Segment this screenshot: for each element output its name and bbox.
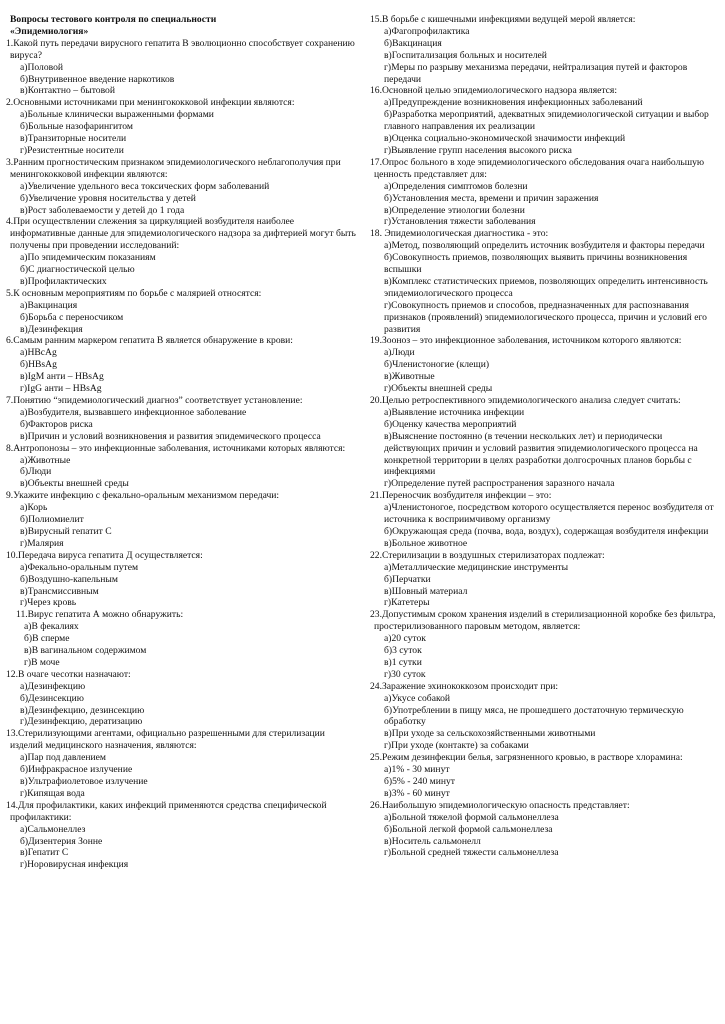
answer-option: а)Членистоногое, посредством которого осуществляется перенос возбудителя от источника к восприимчивому организму xyxy=(384,502,714,526)
question-block xyxy=(370,609,719,680)
answer-option: а)20 суток xyxy=(384,633,426,645)
answer-option: г)30 суток xyxy=(384,668,426,680)
answer-option: г)Малярия xyxy=(20,537,64,549)
answer-option: г)Объекты внешней среды xyxy=(384,383,493,395)
answer-option: б)В сперме xyxy=(24,633,70,645)
answer-option: а)Дезинфекцию xyxy=(20,680,86,692)
question-stem: 17.Опрос больного в ходе эпидемиологического обследования очага наибольшую ценность представляет для: xyxy=(370,156,705,180)
question-block xyxy=(370,228,719,335)
answer-option: в)1 сутки xyxy=(384,656,422,668)
answer-option: б)Дезинсекцию xyxy=(20,692,84,704)
left-column xyxy=(6,14,358,871)
answer-option: г)Кипящая вода xyxy=(20,787,85,799)
answer-option: г)Через кровь xyxy=(20,597,77,609)
answer-option: а)Фекально-оральным путем xyxy=(20,561,139,573)
question-stem: 18. Эпидемиологическая диагностика - это: xyxy=(370,228,549,240)
answer-option: в)Дезинфекция xyxy=(20,323,83,335)
question-stem: 14.Для профилактики, каких инфекций применяются средства специфической профилактики: xyxy=(6,799,327,823)
answer-option: г)Больной средней тяжести сальмонеллеза xyxy=(384,847,559,859)
right-column xyxy=(370,14,719,859)
answer-option: в)Профилактических xyxy=(20,275,107,287)
answer-option: б)Перчатки xyxy=(384,573,431,585)
answer-option: г)Определение путей распространения заразного начала xyxy=(384,478,615,490)
answer-option: б)Полиомиелит xyxy=(20,514,84,526)
question-stem: 13.Стерилизующими агентами, официально разрешенными для стерилизации изделий медицинского назначения, являются: xyxy=(6,728,325,752)
answer-option: в)Выяснение постоянно (в течении нескольких лет) и периодически действующих причин и условий развития эпидемиологического процесса на конкретной территории в целях разработки долгосрочных планов борьбы с инфекциями xyxy=(384,430,698,478)
answer-option: г)Совокупность приемов и способов, предназначенных для распознавания признаков (проявлений) эпидемиологического процесса, причин и условий его развития xyxy=(384,299,707,335)
answer-option: в)Вирусный гепатит С xyxy=(20,525,112,537)
answer-option: б)5% - 240 минут xyxy=(384,776,455,787)
answer-option: б)Членистоногие (клещи) xyxy=(384,359,490,371)
question-block xyxy=(370,14,719,85)
answer-option: а)Люди xyxy=(384,347,415,359)
answer-option: в)Оценка социально-экономической значимости инфекций xyxy=(384,133,626,145)
answer-option: г)При уходе (контакте) за собаками xyxy=(384,740,529,752)
answer-option: а)Укусе собакой xyxy=(384,692,451,704)
question-stem: 24.Заражение эхинококкозом происходит при: xyxy=(370,680,559,692)
question-block xyxy=(6,157,358,217)
answer-option: г)Норовирусная инфекция xyxy=(20,859,129,871)
answer-option: в)Рост заболеваемости у детей до 1 года xyxy=(20,204,185,216)
answer-option: а)По эпидемическим показаниям xyxy=(20,252,156,264)
answer-option: в)IgM анти – HBsAg xyxy=(20,371,104,383)
document-title-line: Вопросы тестового контроля по специальности xyxy=(10,14,217,25)
answer-option: а)Больной тяжелой формой сальмонеллеза xyxy=(384,811,559,823)
answer-option: в)Шовный материал xyxy=(384,585,468,597)
answer-option: б)Установления места, времени и причин заражения xyxy=(384,192,599,204)
answer-option: б)Вакцинация xyxy=(384,37,442,49)
answer-option: б)Совокупность приемов, позволяющих выявить причины возникновения вспышки xyxy=(384,252,688,276)
answer-option: а)Вакцинация xyxy=(20,299,78,311)
answer-option: б)Больной легкой формой сальмонеллеза xyxy=(384,823,553,835)
answer-option: в)Ультрафиолетовое излучение xyxy=(20,776,148,787)
question-block xyxy=(6,609,358,669)
answer-option: г)В моче xyxy=(24,656,60,668)
answer-option: а)В фекалиях xyxy=(24,621,79,633)
question-stem: 5.К основным мероприятиям по борьбе с малярией относятся: xyxy=(6,287,262,299)
answer-option: б)Больные назофарингитом xyxy=(20,121,133,133)
answer-option: б)Внутривенное введение наркотиков xyxy=(20,73,175,85)
answer-option: в)Животные xyxy=(384,371,435,383)
question-stem: 1.Какой путь передачи вирусного гепатита В эволюционно способствует сохранению вируса? xyxy=(6,37,355,61)
answer-option: в)В вагинальном содержимом xyxy=(24,645,147,657)
question-block xyxy=(6,443,358,491)
answer-option: в)Комплекс статистических приемов, позволяющих определить интенсивность эпидемиологического процесса xyxy=(384,275,708,299)
answer-option: г)Дезинфекцию, дератизацию xyxy=(20,716,143,728)
question-block xyxy=(6,728,358,799)
answer-option: а)HBcAg xyxy=(20,347,57,359)
question-stem: 21.Переносчик возбудителя инфекции – это: xyxy=(370,490,552,502)
question-block xyxy=(6,335,358,395)
question-stem: 9.Укажите инфекцию с фекально-оральным механизмом передачи: xyxy=(6,490,280,502)
question-block xyxy=(370,752,719,800)
answer-option: б)HBsAg xyxy=(20,359,57,371)
answer-option: г)IgG анти – HBsAg xyxy=(20,383,102,395)
question-block xyxy=(6,216,358,287)
question-stem: 22.Стерилизации в воздушных стерилизаторах подлежат: xyxy=(370,549,605,561)
answer-option: а)Метод, позволяющий определить источник возбудителя и факторы передачи xyxy=(384,240,705,252)
answer-option: б)Инфракрасное излучение xyxy=(20,764,133,776)
question-stem: 4.При осуществлении слежения за циркуляцией возбудителя наиболее информативные данные для эпидемиологического надзора за дифтерией могут быть получены при проведении исследований: xyxy=(6,216,356,252)
answer-option: б)Факторов риска xyxy=(20,418,93,430)
answer-option: а)Фагопрофилактика xyxy=(384,25,470,37)
question-stem: 23.Допустимым сроком хранения изделий в стерилизационной коробке без фильтра, простерилизованного паровым методом, является: xyxy=(370,609,716,633)
answer-option: б)Оценку качества мероприятий xyxy=(384,418,517,430)
question-stem: 19.Зооноз – это инфекционное заболевания, источником которого являются: xyxy=(370,335,682,347)
answer-option: в)Определение этиологии болезни xyxy=(384,204,525,216)
answer-option: в)Контактно – бытовой xyxy=(20,85,115,97)
answer-option: г)Резистентные носители xyxy=(20,144,124,156)
answer-option: в)3% - 60 минут xyxy=(384,787,450,799)
answer-option: в)Транзиторные носители xyxy=(20,133,127,145)
question-block xyxy=(6,490,358,550)
answer-option: в)Причин и условий возникновения и развития эпидемического процесса xyxy=(20,430,321,442)
answer-option: б)Увеличение уровня носительства у детей xyxy=(20,192,196,204)
answer-option: в)Носитель сальмонелл xyxy=(384,835,481,847)
question-block xyxy=(6,395,358,443)
answer-option: а)Выявление источника инфекции xyxy=(384,406,525,418)
answer-option: а)Увеличение удельного веса токсических форм заболеваний xyxy=(20,180,270,192)
answer-option: в)Объекты внешней среды xyxy=(20,478,129,490)
answer-option: в)Больное животное xyxy=(384,537,468,549)
question-block xyxy=(370,395,719,490)
question-stem: 15.В борьбе с кишечными инфекциями ведущей мерой является: xyxy=(370,14,636,25)
answer-option: в)При уходе за сельскохозяйственными животными xyxy=(384,728,596,740)
question-block xyxy=(6,669,358,729)
answer-option: в)Гепатит С xyxy=(20,847,69,859)
question-stem: 8.Антропонозы – это инфекционные заболевания, источниками которых являются: xyxy=(6,442,346,454)
question-stem: 11.Вирус гепатита А можно обнаружить: xyxy=(16,609,184,621)
question-block xyxy=(6,38,358,98)
answer-option: г)Установления тяжести заболевания xyxy=(384,216,536,228)
question-stem: 25.Режим дезинфекции белья, загрязненного кровью, в растворе хлорамина: xyxy=(370,752,683,764)
answer-option: б)С диагностической целью xyxy=(20,264,135,276)
answer-option: а)Животные xyxy=(20,454,71,466)
answer-option: а)Определения симптомов болезни xyxy=(384,180,528,192)
answer-option: а)Металлические медицинские инструменты xyxy=(384,561,569,573)
answer-option: б)Разработка мероприятий, адекватных эпидемиологической ситуации и выбор главного направления их реализации xyxy=(384,109,709,133)
question-block xyxy=(370,157,719,228)
answer-option: а)1% - 30 минут xyxy=(384,764,450,776)
answer-option: б)Дизентерия Зонне xyxy=(20,835,103,847)
question-block xyxy=(6,97,358,157)
question-stem: 7.Понятию “эпидемиологический диагноз” соответствует установление: xyxy=(6,395,303,406)
answer-option: а)Пар под давлением xyxy=(20,752,106,764)
answer-option: а)Сальмонеллез xyxy=(20,823,86,835)
question-stem: 6.Самым ранним маркером гепатита В является обнаружение в крови: xyxy=(6,335,293,347)
answer-option: б)Люди xyxy=(20,466,52,478)
answer-option: а)Половой xyxy=(20,61,64,73)
answer-option: г)Выявление групп населения высокого риска xyxy=(384,144,572,156)
answer-option: б)3 суток xyxy=(384,645,422,657)
document-title xyxy=(6,14,358,38)
question-stem: 20.Целью ретроспективного эпидемиологического анализа следует считать: xyxy=(370,395,681,406)
answer-option: а)Предупреждение возникновения инфекционных заболеваний xyxy=(384,97,643,109)
answer-option: б)Борьба с переносчиком xyxy=(20,311,124,323)
question-stem: 12.В очаге чесотки назначают: xyxy=(6,668,131,680)
question-stem: 16.Основной целью эпидемиологического надзора является: xyxy=(370,85,618,97)
question-block xyxy=(6,550,358,610)
question-block xyxy=(370,800,719,860)
document-title-line: «Эпидемиология» xyxy=(10,25,89,37)
question-block xyxy=(370,681,719,752)
answer-option: в)Госпитализация больных и носителей xyxy=(384,49,547,61)
question-block xyxy=(370,550,719,610)
answer-option: в)Трансмиссивным xyxy=(20,585,99,597)
answer-option: а)Корь xyxy=(20,502,48,514)
answer-option: а)Больные клинически выраженными формами xyxy=(20,109,214,121)
question-block xyxy=(6,800,358,871)
question-stem: 10.Передача вируса гепатита Д осуществляется: xyxy=(6,549,203,561)
answer-option: б)Употреблении в пищу мяса, не прошедшего достаточную термическую обработку xyxy=(384,704,684,728)
answer-option: б)Воздушно-капельным xyxy=(20,573,118,585)
question-stem: 3.Ранним прогностическим признаком эпидемиологического неблагополучия при менингококковой инфекции являются: xyxy=(6,156,341,180)
question-block xyxy=(370,335,719,395)
question-stem: 26.Наибольшую эпидемиологическую опасность представляет: xyxy=(370,799,630,811)
answer-option: а)Возбудителя, вызвавшего инфекционное заболевание xyxy=(20,406,247,418)
answer-option: г)Меры по разрыву механизма передачи, нейтрализация путей и факторов передачи xyxy=(384,61,688,85)
answer-option: г)Катетеры xyxy=(384,597,430,609)
answer-option: б)Окружающая среда (почва, вода, воздух), содержащая возбудителя инфекции xyxy=(384,525,709,537)
question-block xyxy=(370,490,719,550)
question-block xyxy=(370,85,719,156)
question-stem: 2.Основными источниками при менингококковой инфекции являются: xyxy=(6,97,295,109)
question-block xyxy=(6,288,358,336)
answer-option: в)Дезинфекцию, дезинсекцию xyxy=(20,704,145,716)
